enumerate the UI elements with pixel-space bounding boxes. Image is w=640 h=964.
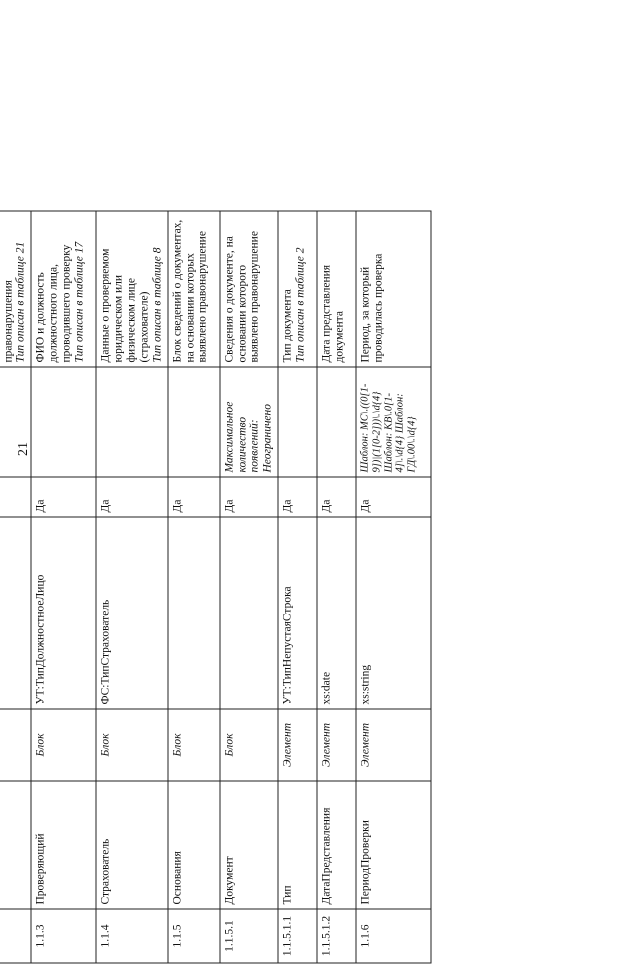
description-text: Сведения о документе, на основании которого выявлено правонарушение — [223, 231, 261, 363]
cell-representation: Блок — [31, 709, 96, 781]
cell-component — [0, 781, 31, 909]
table-row — [168, 211, 220, 963]
description-text: Данные о проверяемом юридическом или физическом лице (страхователе) — [99, 248, 151, 363]
cell-description — [317, 211, 356, 367]
cell-type: УТ:ТипДолжностноеЛицо — [31, 517, 96, 709]
cell-constraints — [31, 367, 96, 477]
cell-type: xs:string — [356, 517, 431, 709]
cell-position: 1.1.5 — [168, 909, 220, 963]
table-row — [31, 211, 96, 963]
cell-constraints — [278, 367, 317, 477]
cell-component: ДатаПредставления — [317, 781, 356, 909]
cell-representation: Элемент — [278, 709, 317, 781]
cell-constraints — [168, 367, 220, 477]
cell-constraints — [317, 367, 356, 477]
table-row — [96, 211, 167, 963]
description-text: ФИО и должность должностного лица, проводившего проверку — [34, 244, 73, 363]
description-text: Дата представления документа — [320, 264, 346, 363]
description-note: Тип описан в таблице 2 — [294, 247, 307, 363]
cell-description — [0, 211, 31, 367]
cell-description — [96, 211, 167, 367]
cell-type: УТ:ТипНепустаяСтрока — [278, 517, 317, 709]
cell-component: Документ — [220, 781, 279, 909]
description-text: Тип документа — [281, 289, 294, 363]
cell-component: ПериодПроверки — [356, 781, 431, 909]
cell-position: 1.1.5.1.1 — [278, 909, 317, 963]
cell-required: Да — [31, 477, 96, 517]
cell-component: Тип — [278, 781, 317, 909]
description-note: Тип описан в таблице 8 — [151, 247, 164, 363]
cell-description — [278, 211, 317, 367]
cell-constraints: Шаблон: МС\.((0[1-9])|(1[0-2]))\.\d{4} Шаблон: КВ\.0[1-4]\.\d{4} Шаблон: ГД\.00\.\d{4} — [356, 367, 431, 477]
cell-type — [220, 517, 279, 709]
cell-type: ФС:ТипСтрахователь — [96, 517, 167, 709]
cell-constraints: Максимальное количество появлений: Неограничено — [220, 367, 279, 477]
cell-position: 1.1.5.1 — [220, 909, 279, 963]
cell-position: 1.1.4 — [96, 909, 167, 963]
table-row — [278, 211, 317, 963]
cell-position: 1.1.3 — [31, 909, 96, 963]
cell-description — [31, 211, 96, 367]
rotated-table-wrapper — [0, 212, 418, 964]
table-row — [356, 211, 431, 963]
description-note: Тип описан в таблице 21 — [14, 241, 27, 363]
cell-type — [168, 517, 220, 709]
cell-component: Основания — [168, 781, 220, 909]
cell-representation: Элемент — [317, 709, 356, 781]
page-number: 21 — [16, 442, 31, 456]
cell-required: Да — [278, 477, 317, 517]
spec-table — [0, 211, 432, 964]
table-row — [0, 211, 31, 963]
cell-component: Проверяющий — [31, 781, 96, 909]
cell-required: Да — [220, 477, 279, 517]
cell-description — [168, 211, 220, 367]
cell-type — [0, 517, 31, 709]
description-text: Период, за который проводилась проверка — [359, 253, 385, 363]
cell-required — [0, 477, 31, 517]
cell-required: Да — [356, 477, 431, 517]
cell-representation: Блок — [220, 709, 279, 781]
cell-required: Да — [168, 477, 220, 517]
cell-component: Страхователь — [96, 781, 167, 909]
description-note: Тип описан в таблице 17 — [73, 241, 86, 363]
cell-representation: Блок — [168, 709, 220, 781]
cell-representation: Элемент — [356, 709, 431, 781]
cell-description — [356, 211, 431, 367]
table-row — [317, 211, 356, 963]
cell-type: xs:date — [317, 517, 356, 709]
cell-representation — [0, 709, 31, 781]
cell-position: 1.1.5.1.2 — [317, 909, 356, 963]
cell-required: Да — [317, 477, 356, 517]
cell-required: Да — [96, 477, 167, 517]
cell-description — [220, 211, 279, 367]
description-text: правонарушения — [2, 280, 14, 363]
cell-constraints — [96, 367, 167, 477]
cell-position — [0, 909, 31, 963]
description-text: Блок сведений о документах, на основании которых выявлено правонарушение — [171, 219, 209, 363]
cell-position: 1.1.6 — [356, 909, 431, 963]
cell-representation: Блок — [96, 709, 167, 781]
cell-constraints — [0, 367, 31, 477]
table-row — [220, 211, 279, 963]
